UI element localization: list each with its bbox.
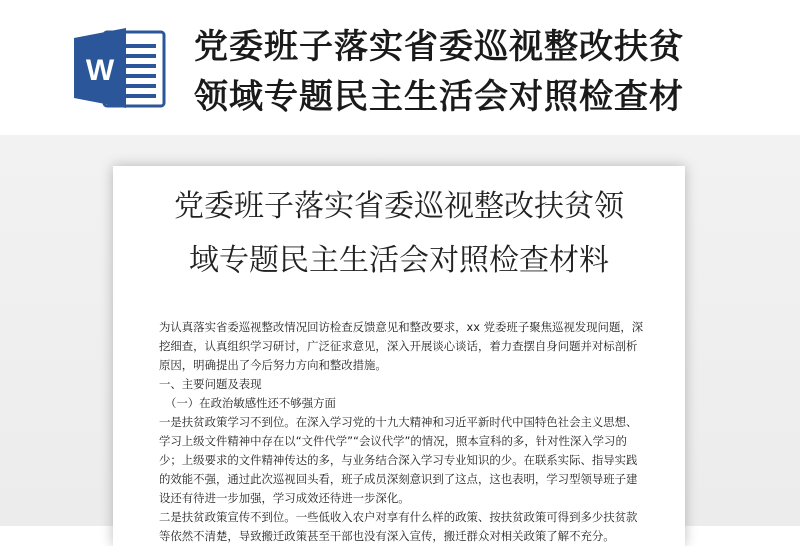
header-title [194, 22, 794, 122]
document-page [113, 166, 685, 546]
document-title [113, 180, 685, 288]
document-title-line-2: 域专题民主生活会对照检查材料 [189, 243, 609, 278]
subsection-heading-1: （一）在政治敏感性还不够强方面 [165, 396, 336, 410]
section-heading-1: 一、主要问题及表现 [159, 377, 262, 391]
document-title-line-1: 党委班子落实省委巡视整改扶贫领 [174, 189, 624, 224]
svg-text:W: W [85, 54, 115, 87]
document-body [159, 318, 647, 546]
header-banner [0, 0, 800, 135]
header-title-line-2: 领域专题民主生活会对照检查材 [194, 77, 684, 117]
body-paragraph-intro: 为认真落实省委巡视整改情况回访检查反馈意见和整改要求，xx 党委班子聚焦巡视发现问题，深挖细查，认真组织学习研讨，广泛征求意见，深入开展谈心谈话，着力查摆自身问题并对标剖析原因，明确提出了今后努力方向和整改措施。 [159, 320, 644, 372]
body-paragraph-point-1: 一是扶贫政策学习不到位。在深入学习党的十九大精神和习近平新时代中国特色社会主义思想、学习上级文件精神中存在以“文件代学”“会议代学”的情况，照本宣科的多，针对性深入学习的少；上级要求的文件精神传达的多，与业务结合深入学习专业知识的少。在联系实际、指导实践的效能不强，通过此次巡视回头看，班子成员深刻意识到了这点，这也表明，学习型领导班子建设还有待进一步加强，学习成效还待进一步深化。 [159, 415, 638, 505]
body-paragraph-point-2: 二是扶贫政策宣传不到位。一些低收入农户对享有什么样的政策、按扶贫政策可得到多少扶贫款等依然不清楚，导致搬迁政策甚至干部也没有深入宣传，搬迁群众对相关政策了解不充分。 [159, 510, 638, 543]
header-title-line-1: 党委班子落实省委巡视整改扶贫 [194, 27, 684, 67]
word-document-icon [74, 28, 166, 108]
